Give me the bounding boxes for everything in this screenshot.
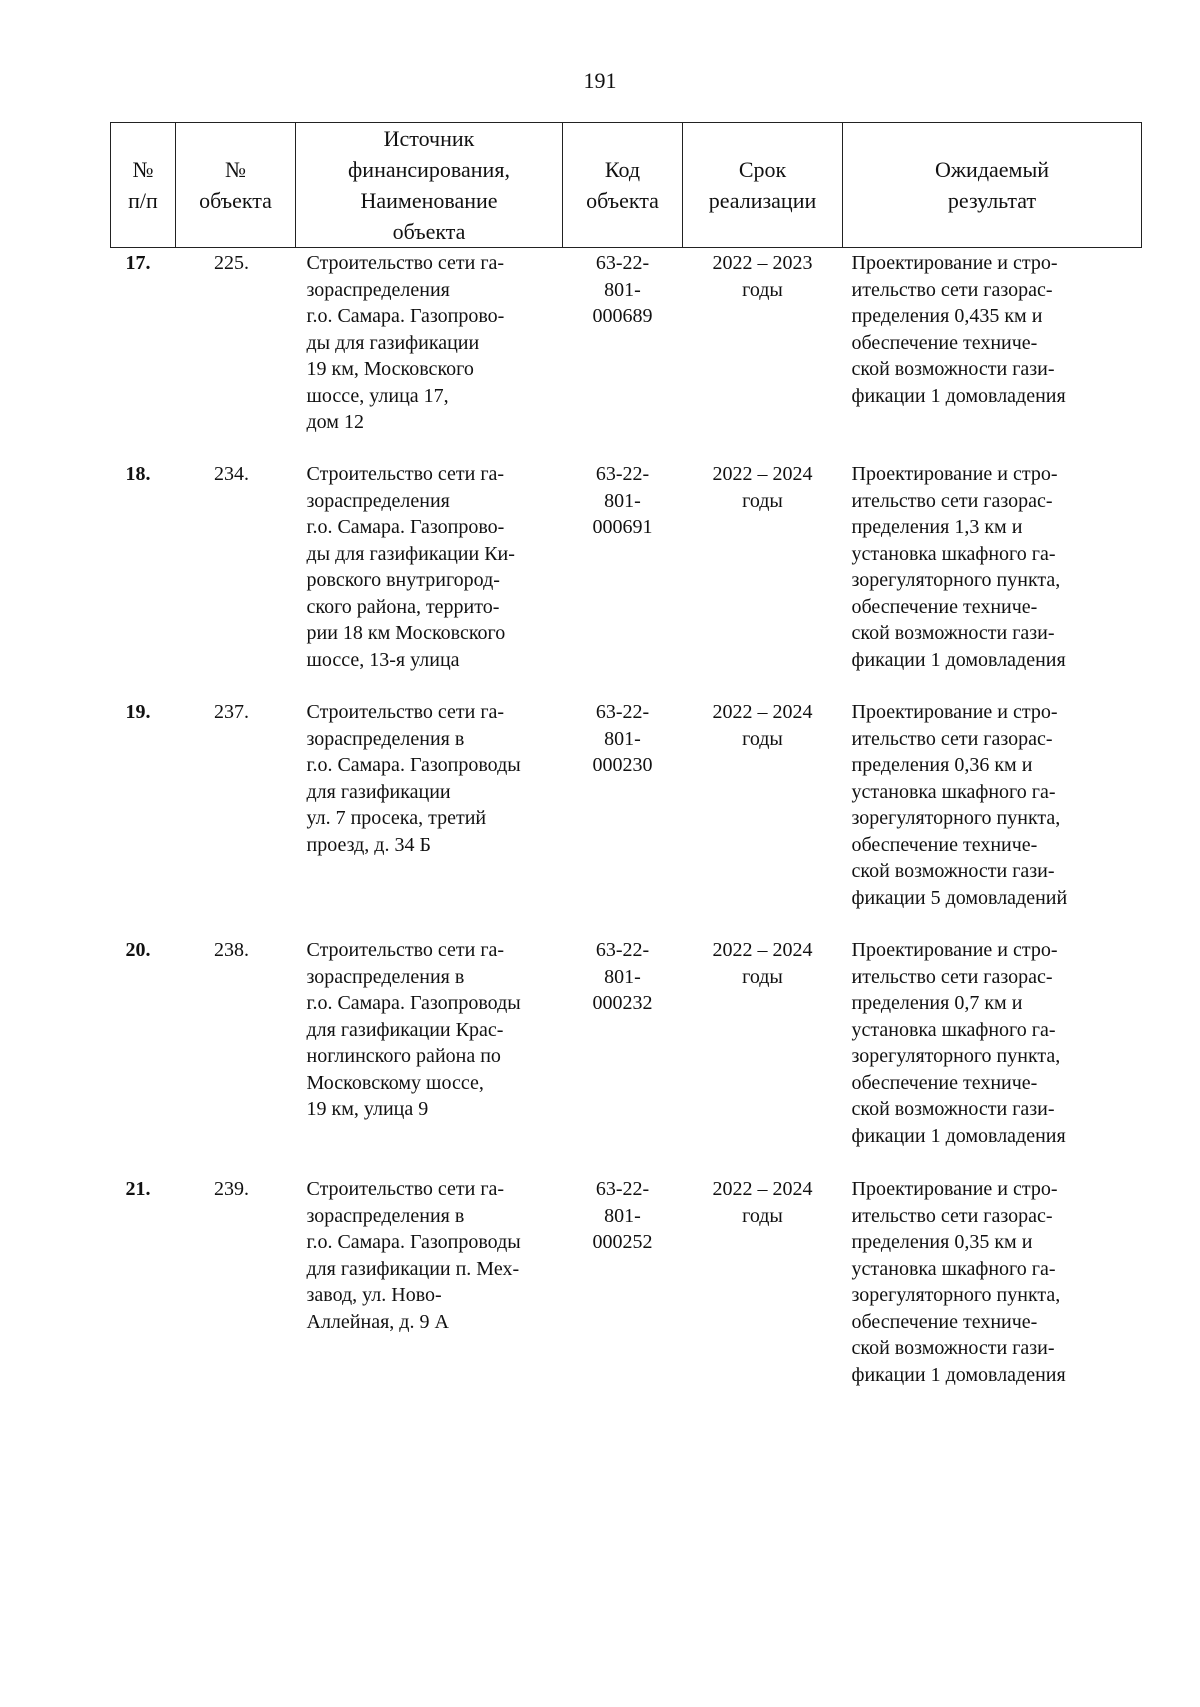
implementation-term: 2022 – 2023 годы (712, 252, 813, 301)
row-number: 18. (125, 463, 151, 485)
table-row (111, 1174, 1142, 1406)
object-number: 237. (214, 701, 249, 723)
expected-result: Проектирование и стро- ительство сети газорас- пределения 0,435 км и обеспечение техниче- ской возможности гази- фикации 1 домовладения (851, 252, 1066, 407)
table-header (111, 123, 1142, 248)
object-number: 238. (214, 939, 249, 961)
implementation-term: 2022 – 2024 годы (712, 1178, 813, 1227)
table-row (111, 697, 1142, 935)
expected-result: Проектирование и стро- ительство сети газорас- пределения 0,36 км и установка шкафного га- зорегуляторного пункта, обеспечение техниче- ской возможности гази- фикации 5 домовладений (851, 701, 1068, 909)
object-number: 225. (214, 252, 249, 274)
object-code: 63-22- 801- 000230 (592, 701, 653, 776)
row-number: 21. (125, 1178, 151, 1200)
implementation-term: 2022 – 2024 годы (712, 701, 813, 750)
object-code: 63-22- 801- 000689 (592, 252, 653, 327)
object-name: Строительство сети га- зораспределения в г.о. Самара. Газопроводы для газификации ул. 7 просека, третий проезд, д. 34 Б (306, 701, 521, 856)
table-row (111, 935, 1142, 1174)
header-object-code: Код объекта (563, 123, 683, 248)
gasification-objects-table (110, 122, 1142, 1406)
page-number: 191 (583, 68, 617, 93)
row-number: 19. (125, 701, 151, 723)
object-name: Строительство сети га- зораспределения г.о. Самара. Газопрово- ды для газификации 19 км, Московского шоссе, улица 17, дом 12 (306, 252, 505, 433)
expected-result: Проектирование и стро- ительство сети газорас- пределения 1,3 км и установка шкафного га- зорегуляторного пункта, обеспечение техниче- ской возможности гази- фикации 1 домовладения (851, 463, 1066, 671)
object-name: Строительство сети га- зораспределения в г.о. Самара. Газопроводы для газификации п. Мех- завод, ул. Ново- Аллейная, д. 9 А (306, 1178, 521, 1333)
expected-result: Проектирование и стро- ительство сети газорас- пределения 0,7 км и установка шкафного га- зорегуляторного пункта, обеспечение техниче- ской возможности гази- фикации 1 домовладения (851, 939, 1066, 1147)
object-code: 63-22- 801- 000232 (592, 939, 653, 1014)
object-number: 234. (214, 463, 249, 485)
table-row (111, 248, 1142, 460)
object-name: Строительство сети га- зораспределения г.о. Самара. Газопрово- ды для газификации Ки- ровского внутригород- ского района, террито- рии 18 км Московского шоссе, 13-я улица (306, 463, 515, 671)
header-term: Срок реализации (683, 123, 843, 248)
header-object-number: № объекта (176, 123, 296, 248)
implementation-term: 2022 – 2024 годы (712, 939, 813, 988)
object-code: 63-22- 801- 000252 (592, 1178, 653, 1253)
object-number: 239. (214, 1178, 249, 1200)
object-code: 63-22- 801- 000691 (592, 463, 653, 538)
row-number: 20. (125, 939, 151, 961)
expected-result: Проектирование и стро- ительство сети газорас- пределения 0,35 км и установка шкафного га- зорегуляторного пункта, обеспечение техниче- ской возможности гази- фикации 1 домовладения (851, 1178, 1066, 1386)
row-number: 17. (125, 252, 151, 274)
table-row (111, 459, 1142, 697)
header-expected-result: Ожидаемый результат (843, 123, 1142, 248)
header-source-name: Источник финансирования, Наименование объекта (296, 123, 563, 248)
header-pp: № п/п (111, 123, 176, 248)
object-name: Строительство сети га- зораспределения в г.о. Самара. Газопроводы для газификации Крас- ноглинского района по Московскому шоссе, 19 км, улица 9 (306, 939, 521, 1120)
implementation-term: 2022 – 2024 годы (712, 463, 813, 512)
